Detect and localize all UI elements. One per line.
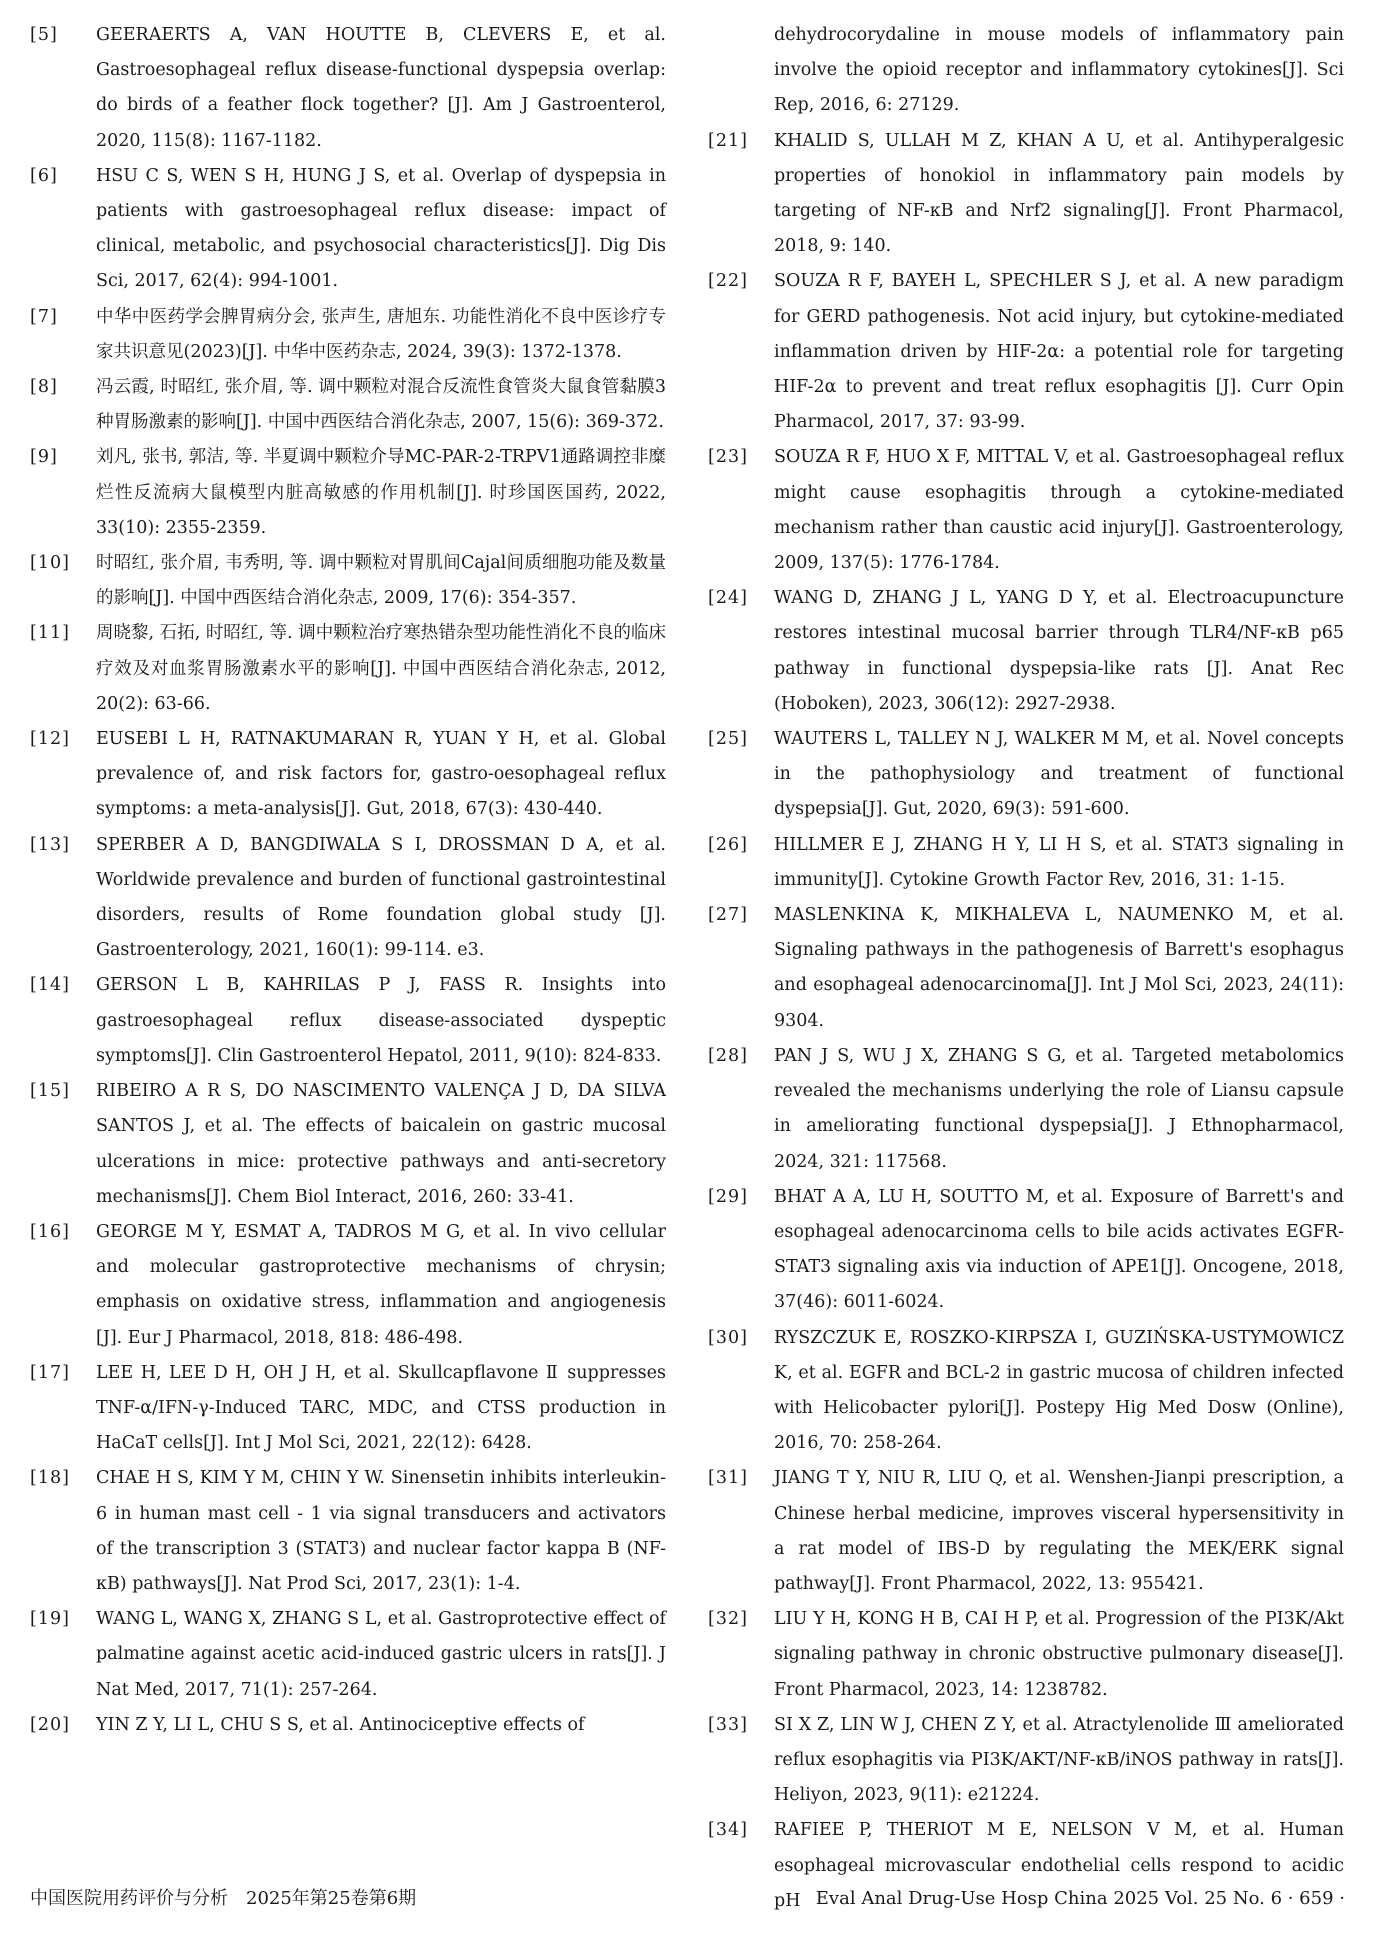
- reference-number: [11]: [30, 623, 70, 644]
- reference-number: [16]: [30, 1221, 70, 1242]
- reference-item: [708, 1602, 1344, 1708]
- reference-item: [708, 828, 1344, 898]
- reference-number: [22]: [708, 271, 748, 292]
- reference-text: JIANG T Y, NIU R, LIU Q, et al. Wenshen-Jianpi prescription, a Chinese herbal medicine, improves visceral hypersensitivity in a rat model of IBS-D by regulating the MEK/ERK signal pathway[J]. Front Pharmacol, 2022, 13: 955421.: [774, 1468, 1344, 1594]
- reference-text: 时昭红, 张介眉, 韦秀明, 等. 调中颗粒对胃肌间Cajal间质细胞功能及数量的影响[J]. 中国中西医结合消化杂志, 2009, 17(6): 354-357.: [96, 553, 666, 609]
- reference-item: [708, 1708, 1344, 1814]
- reference-text: GERSON L B, KAHRILAS P J, FASS R. Insights into gastroesophageal reflux disease-associated dyspeptic symptoms[J]. Clin Gastroenterol Hepatol, 2011, 9(10): 824-833.: [96, 975, 666, 1066]
- reference-item: [30, 1461, 666, 1602]
- reference-item: [708, 722, 1344, 828]
- reference-item: [30, 1708, 666, 1743]
- reference-text: YIN Z Y, LI L, CHU S S, et al. Antinociceptive effects of: [96, 1714, 585, 1735]
- reference-number: [13]: [30, 834, 70, 855]
- reference-item: [708, 898, 1344, 1039]
- reference-item: [30, 18, 666, 159]
- reference-number: [32]: [708, 1609, 748, 1630]
- reference-item: [708, 124, 1344, 265]
- reference-number: [33]: [708, 1714, 748, 1735]
- reference-text: SPERBER A D, BANGDIWALA S I, DROSSMAN D A, et al. Worldwide prevalence and burden of functional gastrointestinal disorders, results of Rome foundation global study [J]. Gastroenterology, 2021, 160(1): 99-114. e3.: [96, 834, 666, 961]
- journal-name-footer: 中国医院用药评价与分析 2025年第25卷第6期: [30, 1888, 417, 1909]
- references-right-list: [708, 124, 1344, 1919]
- reference-item: [30, 159, 666, 300]
- reference-text: MASLENKINA K, MIKHALEVA L, NAUMENKO M, et al. Signaling pathways in the pathogenesis of Barrett's esophagus and esophageal adenocarcinoma[J]. Int J Mol Sci, 2023, 24(11): 9304.: [774, 905, 1344, 1031]
- reference-text: WANG D, ZHANG J L, YANG D Y, et al. Electroacupuncture restores intestinal mucosal barrier through TLR4/NF-κB p65 pathway in functional dyspepsia-like rats [J]. Anat Rec (Hoboken), 2023, 306(12): 2927-2938.: [774, 588, 1344, 714]
- reference-number: [20]: [30, 1714, 70, 1735]
- reference-text: HILLMER E J, ZHANG H Y, LI H S, et al. STAT3 signaling in immunity[J]. Cytokine Growth Factor Rev, 2016, 31: 1-15.: [774, 834, 1344, 890]
- references-left-column: [30, 18, 666, 1743]
- reference-number: [18]: [30, 1468, 70, 1489]
- reference-item: [30, 828, 666, 969]
- reference-item: [708, 1461, 1344, 1602]
- reference-text: BHAT A A, LU H, SOUTTO M, et al. Exposure of Barrett's and esophageal adenocarcinoma cells to bile acids activates EGFR-STAT3 signaling axis via induction of APE1[J]. Oncogene, 2018, 37(46): 6011-6024.: [774, 1186, 1344, 1313]
- reference-item: [30, 968, 666, 1074]
- reference-text: KHALID S, ULLAH M Z, KHAN A U, et al. Antihyperalgesic properties of honokiol in inflammatory pain models by targeting of NF-κB and Nrf2 signaling[J]. Front Pharmacol, 2018, 9: 140.: [774, 130, 1344, 257]
- reference-item: [30, 440, 666, 546]
- reference-text: RAFIEE P, THERIOT M E, NELSON V M, et al. Human esophageal microvascular endothelial cells respond to acidic pH: [774, 1820, 1344, 1911]
- reference-number: [8]: [30, 377, 58, 398]
- reference-number: [5]: [30, 25, 58, 45]
- reference-number: [25]: [708, 729, 748, 750]
- reference-number: [23]: [708, 447, 748, 468]
- reference-number: [24]: [708, 588, 748, 609]
- reference-item: [708, 1180, 1344, 1321]
- reference-text: GEERAERTS A, VAN HOUTTE B, CLEVERS E, et al. Gastroesophageal reflux disease-functional dyspepsia overlap: do birds of a feather flock together? [J]. Am J Gastroenterol, 2020, 115(8): 1167-1182.: [96, 25, 666, 151]
- reference-item: [30, 370, 666, 440]
- reference-text: EUSEBI L H, RATNAKUMARAN R, YUAN Y H, et al. Global prevalence of, and risk factors for, gastro-oesophageal reflux symptoms: a meta-analysis[J]. Gut, 2018, 67(3): 430-440.: [96, 729, 666, 820]
- reference-text: 冯云霞, 时昭红, 张介眉, 等. 调中颗粒对混合反流性食管炎大鼠食管黏膜3种胃肠激素的影响[J]. 中国中西医结合消化杂志, 2007, 15(6): 369-372.: [96, 377, 666, 433]
- reference-number: [6]: [30, 165, 58, 186]
- reference-item: [708, 440, 1344, 581]
- reference-number: [29]: [708, 1186, 748, 1207]
- reference-text: SI X Z, LIN W J, CHEN Z Y, et al. Atractylenolide Ⅲ ameliorated reflux esophagitis via PI3K/AKT/NF-κB/iNOS pathway in rats[J]. Heliyon, 2023, 9(11): e21224.: [774, 1714, 1344, 1806]
- references-right-column: [708, 18, 1344, 1919]
- reference-item: [30, 616, 666, 722]
- reference-item: [708, 1321, 1344, 1462]
- reference-item: [708, 264, 1344, 440]
- reference-text: 刘凡, 张书, 郭洁, 等. 半夏调中颗粒介导MC-PAR-2-TRPV1通路调控非糜烂性反流病大鼠模型内脏高敏感的作用机制[J]. 时珍国医国药, 2022, 33(10): 2355-2359.: [96, 447, 666, 538]
- reference-text: RIBEIRO A R S, DO NASCIMENTO VALENÇA J D, DA SILVA SANTOS J, et al. The effects of baicalein on gastric mucosal ulcerations in mice: protective pathways and anti-secretory mechanisms[J]. Chem Biol Interact, 2016, 260: 33-41.: [96, 1081, 666, 1207]
- reference-item: [30, 1602, 666, 1708]
- reference-number: [15]: [30, 1081, 70, 1102]
- reference-number: [12]: [30, 729, 70, 750]
- reference-text: WAUTERS L, TALLEY N J, WALKER M M, et al. Novel concepts in the pathophysiology and treatment of functional dyspepsia[J]. Gut, 2020, 69(3): 591-600.: [774, 729, 1344, 820]
- reference-text: WANG L, WANG X, ZHANG S L, et al. Gastroprotective effect of palmatine against acetic acid-induced gastric ulcers in rats[J]. J Nat Med, 2017, 71(1): 257-264.: [96, 1609, 666, 1700]
- reference-text: GEORGE M Y, ESMAT A, TADROS M G, et al. In vivo cellular and molecular gastroprotective mechanisms of chrysin; emphasis on oxidative stress, inflammation and angiogenesis [J]. Eur J Pharmacol, 2018, 818: 486-498.: [96, 1221, 666, 1348]
- reference-number: [7]: [30, 306, 58, 327]
- reference-number: [26]: [708, 834, 748, 855]
- reference-text: LIU Y H, KONG H B, CAI H P, et al. Progression of the PI3K/Akt signaling pathway in chronic obstructive pulmonary disease[J]. Front Pharmacol, 2023, 14: 1238782.: [774, 1609, 1344, 1700]
- reference-text: PAN J S, WU J X, ZHANG S G, et al. Targeted metabolomics revealed the mechanisms underlying the role of Liansu capsule in ameliorating functional dyspepsia[J]. J Ethnopharmacol, 2024, 321: 117568.: [774, 1045, 1344, 1172]
- reference-item: [30, 546, 666, 616]
- reference-text: SOUZA R F, BAYEH L, SPECHLER S J, et al. A new paradigm for GERD pathogenesis. Not acid injury, but cytokine-mediated inflammation driven by HIF-2α: a potential role for targeting HIF-2α to prevent and treat reflux esophagitis [J]. Curr Opin Pharmacol, 2017, 37: 93-99.: [774, 271, 1344, 433]
- reference-item: [30, 300, 666, 370]
- reference-text: 周晓黎, 石拓, 时昭红, 等. 调中颗粒治疗寒热错杂型功能性消化不良的临床疗效及对血浆胃肠激素水平的影响[J]. 中国中西医结合消化杂志, 2012, 20(2): 63-66.: [96, 623, 666, 714]
- reference-text: CHAE H S, KIM Y M, CHIN Y W. Sinensetin inhibits interleukin-6 in human mast cell - 1 via signal transducers and activators of the transcription 3 (STAT3) and nuclear factor kappa B (NF-κB) pathways[J]. Nat Prod Sci, 2017, 23(1): 1-4.: [96, 1468, 666, 1594]
- reference-number: [34]: [708, 1820, 748, 1841]
- reference-item: [30, 1215, 666, 1356]
- reference-item: [708, 1039, 1344, 1180]
- reference-item: [30, 1074, 666, 1215]
- reference-number: [21]: [708, 130, 748, 151]
- reference-item: [30, 722, 666, 828]
- reference-number: [9]: [30, 447, 58, 468]
- reference-text: RYSZCZUK E, ROSZKO-KIRPSZA I, GUZIŃSKA-USTYMOWICZ K, et al. EGFR and BCL-2 in gastric mucosa of children infected with Helicobacter pylori[J]. Postepy Hig Med Dosw (Online), 2016, 70: 258-264.: [774, 1327, 1344, 1454]
- reference-continuation: dehydrocorydaline in mouse models of inflammatory pain involve the opioid receptor and inflammatory cytokines[J]. Sci Rep, 2016, 6: 27129.: [774, 25, 1344, 116]
- journal-english-footer-page-number: Eval Anal Drug-Use Hosp China 2025 Vol. 25 No. 6 · 659 ·: [815, 1888, 1345, 1909]
- reference-text: 中华中医药学会脾胃病分会, 张声生, 唐旭东. 功能性消化不良中医诊疗专家共识意见(2023)[J]. 中华中医药杂志, 2024, 39(3): 1372-1378.: [96, 306, 666, 362]
- reference-item: [708, 581, 1344, 722]
- reference-number: [14]: [30, 975, 70, 996]
- reference-item: [30, 1356, 666, 1462]
- reference-number: [30]: [708, 1327, 748, 1348]
- reference-number: [10]: [30, 553, 70, 574]
- reference-number: [28]: [708, 1045, 748, 1066]
- reference-number: [17]: [30, 1362, 70, 1383]
- page-footer: [30, 1886, 1345, 1912]
- reference-text: LEE H, LEE D H, OH J H, et al. Skullcapflavone Ⅱ suppresses TNF-α/IFN-γ-Induced TARC, MDC, and CTSS production in HaCaT cells[J]. Int J Mol Sci, 2021, 22(12): 6428.: [96, 1362, 666, 1454]
- reference-text: SOUZA R F, HUO X F, MITTAL V, et al. Gastroesophageal reflux might cause esophagitis through a cytokine-mediated mechanism rather than caustic acid injury[J]. Gastroenterology, 2009, 137(5): 1776-1784.: [774, 447, 1344, 574]
- reference-number: [19]: [30, 1609, 70, 1630]
- reference-text: HSU C S, WEN S H, HUNG J S, et al. Overlap of dyspepsia in patients with gastroesophageal reflux disease: impact of clinical, metabolic, and psychosocial characteristics[J]. Dig Dis Sci, 2017, 62(4): 994-1001.: [96, 165, 666, 292]
- reference-number: [31]: [708, 1468, 748, 1489]
- reference-number: [27]: [708, 905, 748, 926]
